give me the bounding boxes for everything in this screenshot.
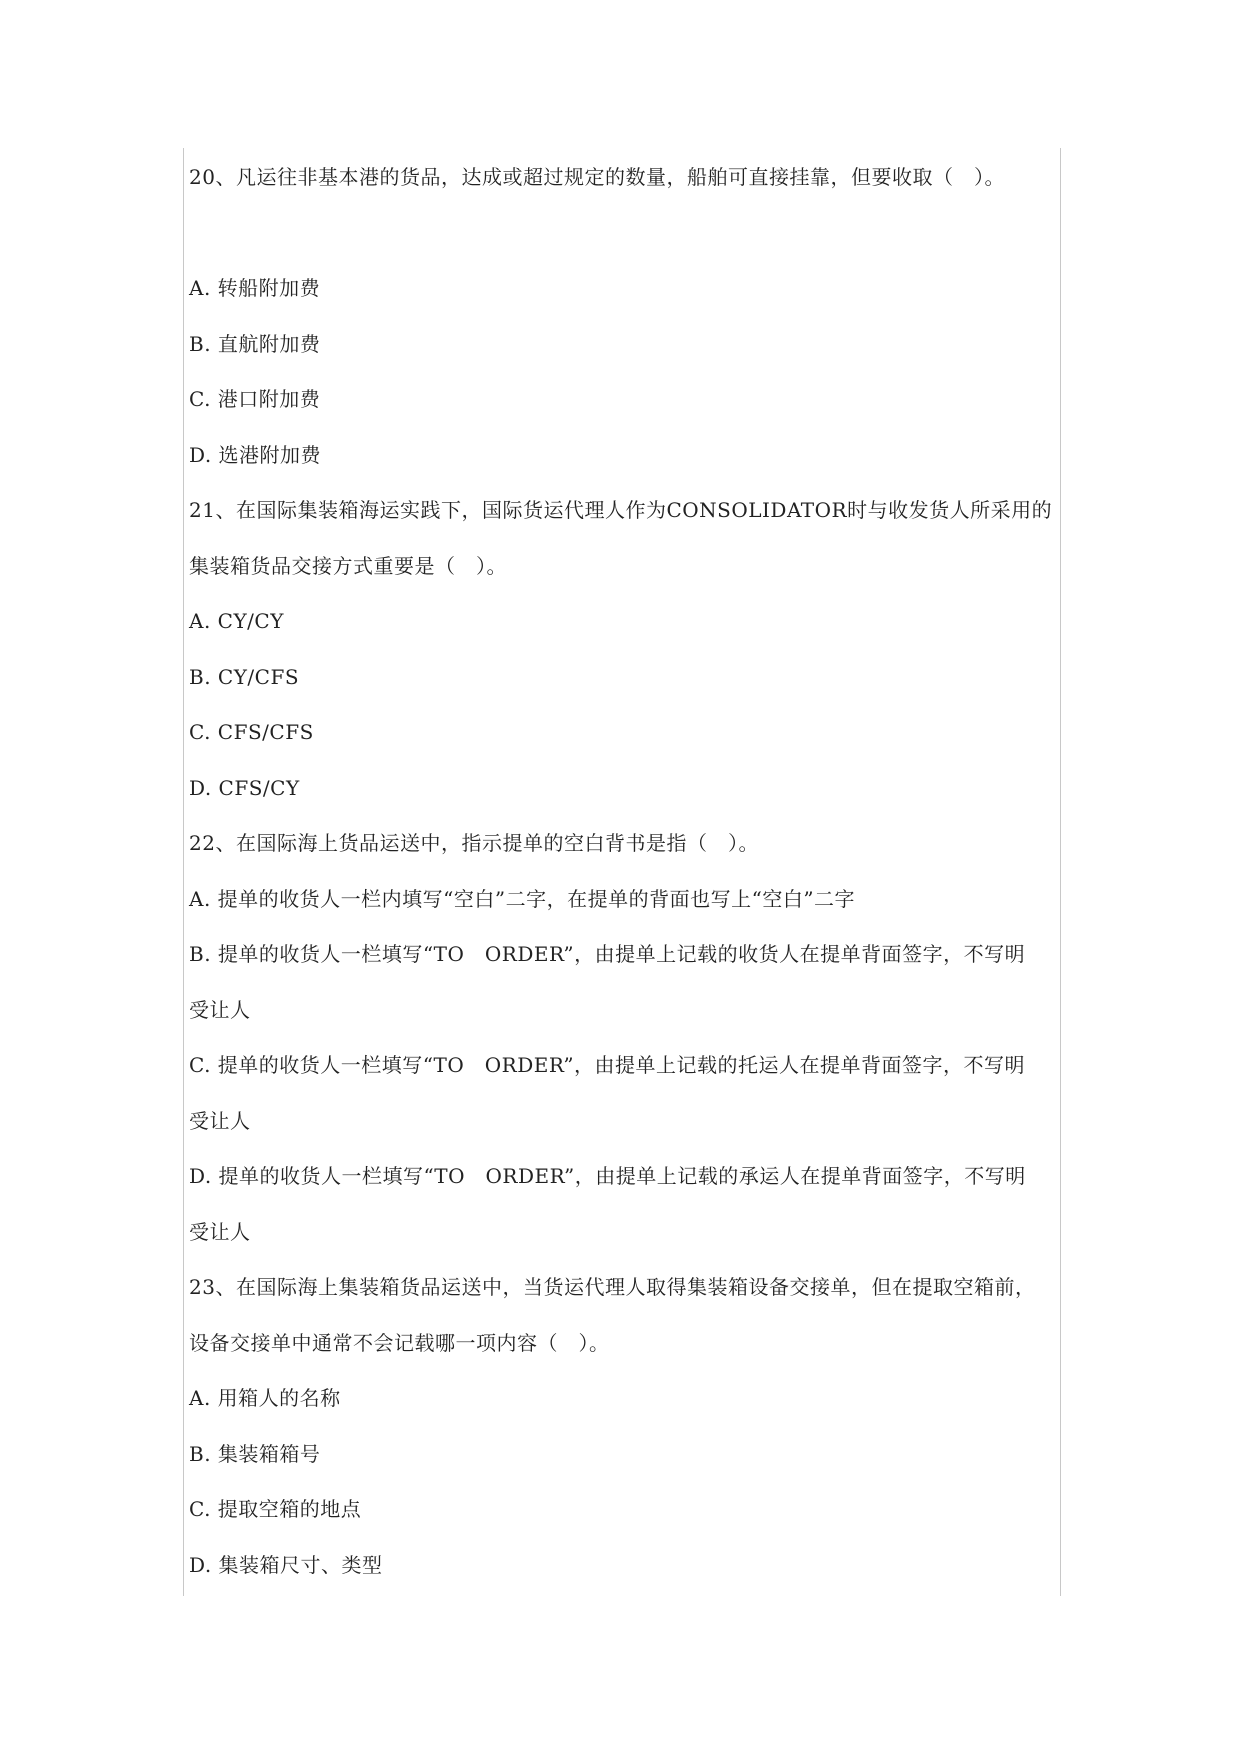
option-d: D. 集装箱尺寸、类型 [189, 1552, 383, 1577]
question-stem: 23、在国际海上集装箱货品运送中，当货运代理人取得集装箱设备交接单，但在提取空箱前， [189, 1275, 1036, 1299]
blank-line [189, 211, 1057, 267]
option-b: B. 集装箱箱号 [189, 1441, 321, 1466]
question-22 [189, 821, 1057, 1265]
document-body [189, 155, 1057, 1598]
question-stem: 21、在国际集装箱海运实践下，国际货运代理人作为CONSOLIDATOR时与收发货人所采用的 [189, 498, 1053, 522]
option-b: B. 直航附加费 [189, 331, 321, 356]
question-20 [189, 155, 1057, 488]
option-c-continued: 受让人 [189, 1108, 251, 1133]
option-b-continued: 受让人 [189, 997, 251, 1022]
option-a: A. 用箱人的名称 [189, 1386, 341, 1410]
option-b: B. 提单的收货人一栏填写“TO ORDER”，由提单上记载的收货人在提单背面签字，不写明 [189, 942, 1026, 966]
question-stem: 20、凡运往非基本港的货品，达成或超过规定的数量，船舶可直接挂靠，但要收取（ ）。 [189, 165, 1005, 189]
question-23 [189, 1265, 1057, 1598]
question-stem-continued: 集装箱货品交接方式重要是（ ）。 [189, 553, 507, 578]
option-c: C. 提单的收货人一栏填写“TO ORDER”，由提单上记载的托运人在提单背面签字，不写明 [189, 1053, 1026, 1077]
option-d: D. 提单的收货人一栏填写“TO ORDER”，由提单上记载的承运人在提单背面签字，不写明 [189, 1164, 1026, 1188]
option-d: D. CFS/CY [189, 775, 300, 800]
question-stem-continued: 设备交接单中通常不会记载哪一项内容（ ）。 [189, 1330, 610, 1355]
question-stem: 22、在国际海上货品运送中，指示提单的空白背书是指（ ）。 [189, 831, 759, 855]
option-c: C. CFS/CFS [189, 720, 314, 744]
option-d: D. 选港附加费 [189, 442, 322, 467]
option-a: A. 转船附加费 [189, 276, 321, 300]
option-a: A. CY/CY [189, 609, 284, 633]
option-a: A. 提单的收货人一栏内填写“空白”二字，在提单的背面也写上“空白”二字 [189, 886, 856, 911]
option-d-continued: 受让人 [189, 1219, 251, 1244]
option-b: B. CY/CFS [189, 664, 300, 689]
option-c: C. 港口附加费 [189, 387, 321, 411]
question-21 [189, 488, 1057, 821]
option-c: C. 提取空箱的地点 [189, 1497, 362, 1521]
